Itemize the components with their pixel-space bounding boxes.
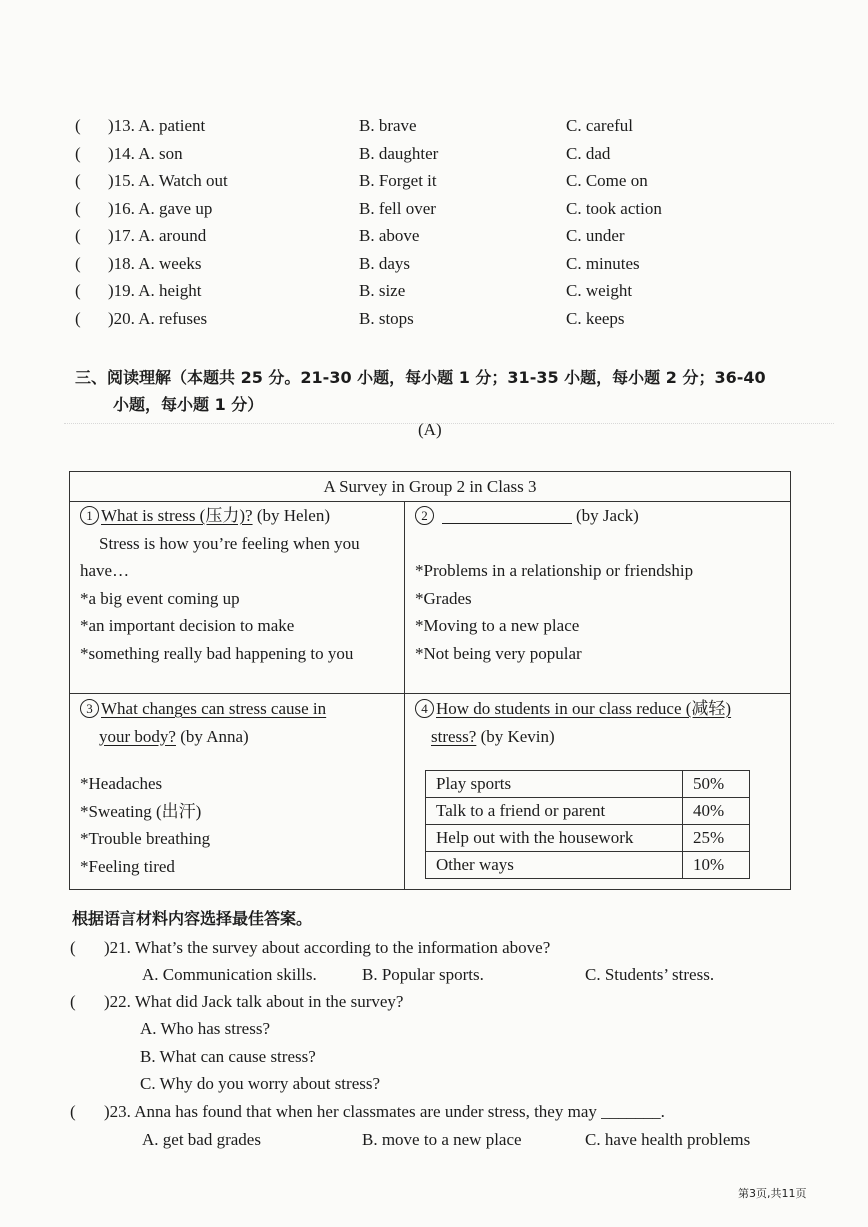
option-a: A. Who has stress? — [140, 1019, 270, 1038]
answer-paren[interactable]: ( — [75, 171, 81, 190]
table-row — [426, 771, 750, 798]
option-b: B. above — [359, 226, 420, 245]
question-stem: )23. Anna has found that when her classmates are under stress, they may _______. — [104, 1102, 665, 1121]
option-a: )14. A. son — [108, 143, 183, 163]
cell-line: *Grades — [415, 588, 472, 608]
percent-cell: 10% — [683, 852, 750, 879]
cell-question: What changes can stress cause in — [101, 699, 327, 718]
cell-line: *Sweating (出汗) — [80, 801, 202, 821]
cell-line: *an important decision to make — [80, 616, 295, 635]
option-c: C. Come on — [566, 171, 648, 190]
answer-paren[interactable]: ( — [75, 308, 81, 328]
cell-author: (by Helen) — [252, 506, 330, 525]
question-stem: )21. What’s the survey about according to the information above? — [104, 938, 551, 957]
table-row — [426, 852, 750, 879]
instruction: 根据语言材料内容选择最佳答案。 — [72, 909, 313, 928]
cell-question-cont: stress? — [431, 726, 477, 746]
answer-paren[interactable]: ( — [75, 198, 81, 218]
cell-line: Stress is how you’re feeling when you — [99, 533, 360, 553]
survey-cell-helen — [80, 502, 360, 667]
option-b: B. daughter — [359, 143, 439, 163]
option-a: )20. A. refuses — [108, 308, 208, 328]
option-a: A. Communication skills. — [142, 965, 317, 984]
reduce-stress-table — [425, 770, 750, 879]
survey-cell-anna — [80, 695, 326, 880]
question-stem: )22. What did Jack talk about in the survey? — [104, 992, 404, 1011]
cell-question-cont: your body? — [99, 726, 176, 746]
answer-paren[interactable]: ( — [75, 116, 81, 135]
method-cell: Talk to a friend or parent — [426, 798, 683, 825]
cell-author: (by Kevin) — [476, 726, 555, 746]
percent-cell: 50% — [683, 771, 750, 798]
option-c: C. took action — [566, 198, 662, 218]
method-cell: Other ways — [426, 852, 683, 879]
circled-number: 2 — [415, 506, 434, 525]
passage-label: (A) — [418, 420, 442, 439]
cloze-item-20 — [0, 309, 868, 335]
option-c: C. weight — [566, 281, 633, 300]
answer-blank[interactable] — [442, 507, 572, 524]
option-b: B. size — [359, 281, 406, 300]
option-c: C. careful — [566, 116, 634, 135]
option-a: )17. A. around — [108, 226, 207, 245]
survey-cell-kevin — [415, 695, 731, 750]
circled-number: 3 — [80, 699, 99, 718]
cell-line: *Trouble breathing — [80, 829, 211, 848]
cloze-item-16 — [0, 199, 868, 225]
option-a: )18. A. weeks — [108, 253, 202, 273]
cell-question: What is stress (压力)? — [101, 506, 253, 525]
option-c: C. dad — [566, 143, 611, 163]
option-c: C. have health problems — [585, 1130, 751, 1149]
cell-line: *Problems in a relationship or friendship — [415, 561, 694, 580]
option-b: B. Forget it — [359, 171, 437, 190]
option-c: C. minutes — [566, 253, 640, 273]
cloze-item-19 — [0, 281, 868, 307]
option-b: B. stops — [359, 308, 414, 328]
section-heading-line1: 三、阅读理解（本题共 25 分。21-30 小题，每小题 1 分；31-35 小题，每小题 2 分；36-40 — [75, 368, 766, 387]
method-cell: Play sports — [426, 771, 683, 798]
cell-line: *Not being very popular — [415, 643, 582, 663]
method-cell: Help out with the housework — [426, 825, 683, 852]
option-b: B. days — [359, 253, 410, 273]
percent-cell: 25% — [683, 825, 750, 852]
section-heading — [75, 364, 805, 418]
cloze-item-15 — [0, 171, 868, 197]
cell-line: *Feeling tired — [80, 856, 175, 876]
table-divider-vertical — [404, 501, 405, 889]
answer-paren[interactable]: ( — [70, 938, 76, 957]
option-a: )19. A. height — [108, 281, 202, 300]
option-b: B. Popular sports. — [362, 965, 484, 984]
percent-cell: 40% — [683, 798, 750, 825]
option-b: B. move to a new place — [362, 1130, 522, 1149]
table-row — [426, 798, 750, 825]
option-a: )16. A. gave up — [108, 198, 213, 218]
option-a: )13. A. patient — [108, 116, 206, 135]
table-row — [426, 825, 750, 852]
answer-paren[interactable]: ( — [70, 992, 76, 1011]
table-divider-horizontal — [70, 693, 790, 694]
option-c: C. Students’ stress. — [585, 965, 715, 984]
answer-paren[interactable]: ( — [70, 1102, 76, 1121]
option-b: B. What can cause stress? — [140, 1047, 316, 1066]
page-number: 第3页,共11页 — [738, 1187, 807, 1200]
scan-divider — [64, 423, 834, 424]
option-c: C. keeps — [566, 308, 625, 328]
cell-line: have… — [80, 561, 130, 580]
cell-author: (by Anna) — [175, 726, 249, 746]
survey-cell-jack — [415, 502, 693, 667]
cell-line: *something really bad happening to you — [80, 643, 354, 663]
cell-line: *Moving to a new place — [415, 616, 580, 635]
cell-author: (by Jack) — [576, 506, 639, 525]
option-a: )15. A. Watch out — [108, 171, 228, 190]
cloze-item-17 — [0, 226, 868, 252]
option-b: B. fell over — [359, 198, 436, 218]
cloze-item-13 — [0, 116, 868, 142]
survey-title: A Survey in Group 2 in Class 3 — [70, 472, 790, 502]
cell-line: *a big event coming up — [80, 588, 240, 608]
cell-question: How do students in our class reduce (减轻) — [436, 699, 732, 718]
answer-paren[interactable]: ( — [75, 281, 81, 300]
cloze-item-18 — [0, 254, 868, 280]
answer-paren[interactable]: ( — [75, 253, 81, 273]
section-heading-line2: 小题，每小题 1 分） — [113, 395, 264, 414]
circled-number: 4 — [415, 699, 434, 718]
cloze-item-14 — [0, 144, 868, 170]
circled-number: 1 — [80, 506, 99, 525]
answer-paren[interactable]: ( — [75, 226, 81, 245]
option-b: B. brave — [359, 116, 417, 135]
answer-paren[interactable]: ( — [75, 143, 81, 163]
cell-line: *Headaches — [80, 774, 163, 793]
option-c: C. Why do you worry about stress? — [140, 1074, 381, 1093]
option-c: C. under — [566, 226, 625, 245]
option-a: A. get bad grades — [142, 1130, 261, 1149]
